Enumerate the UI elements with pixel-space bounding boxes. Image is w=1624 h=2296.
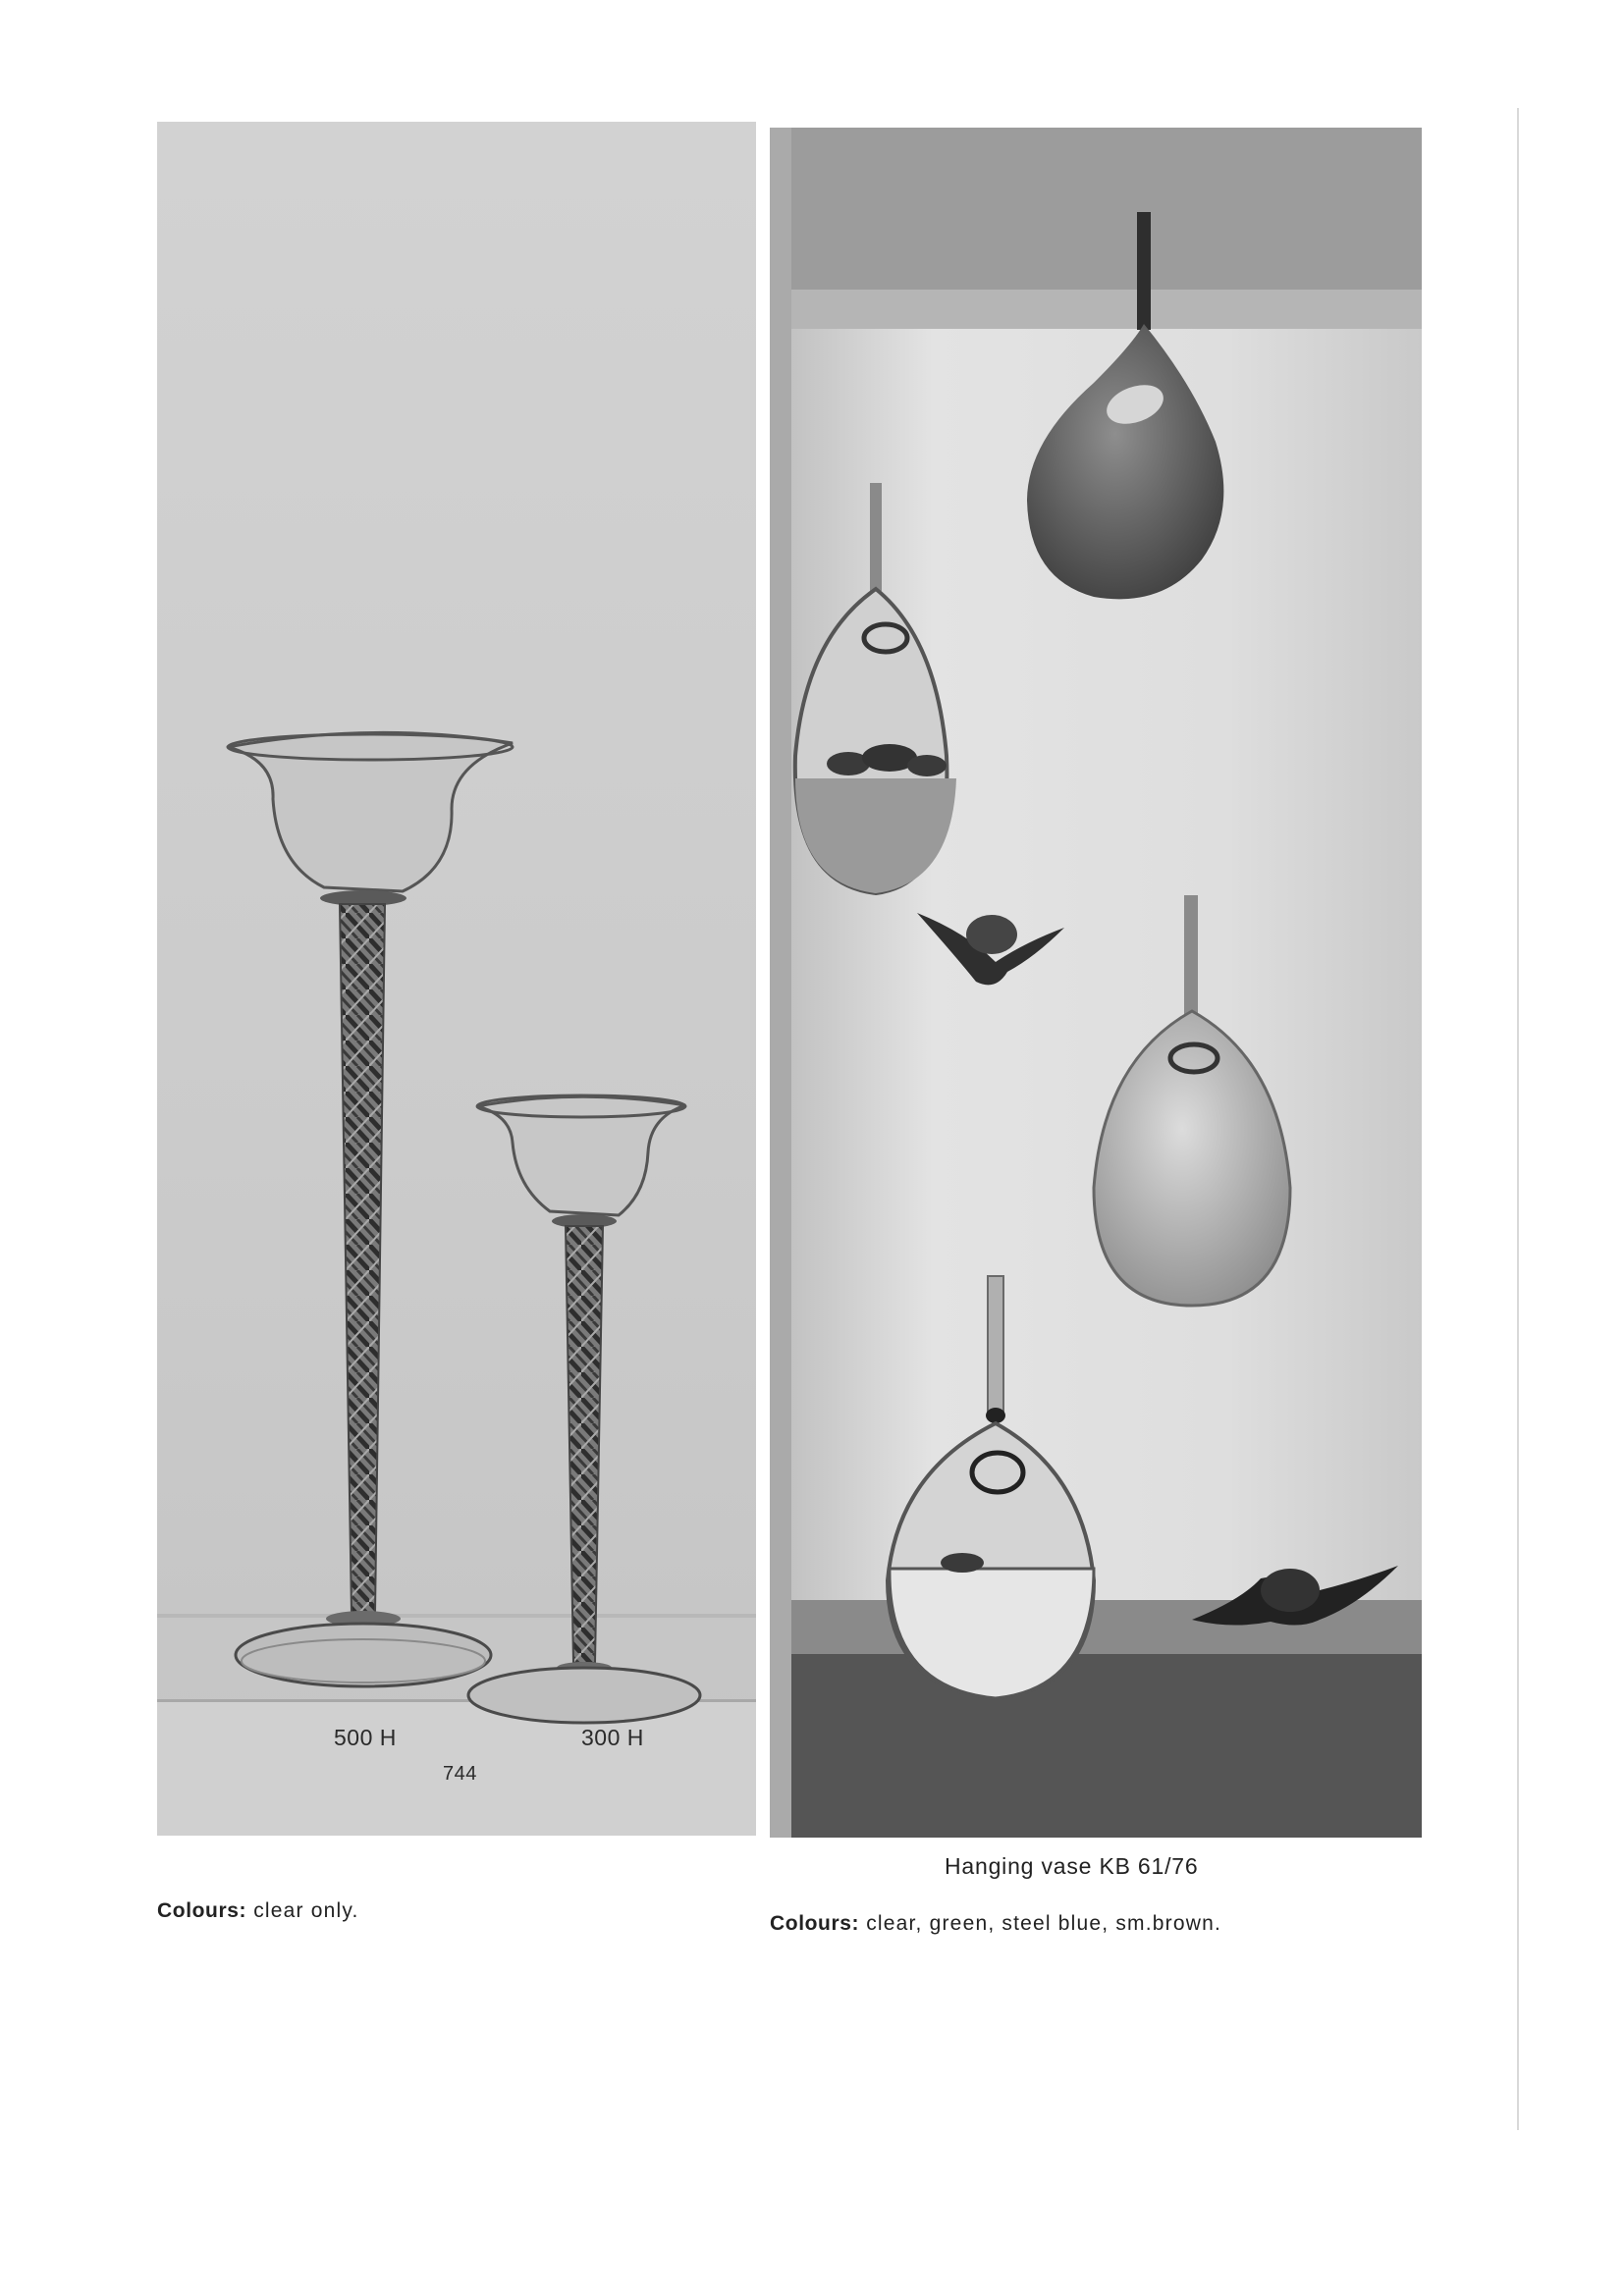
label-500h: 500 H [334, 1725, 397, 1750]
colours-caption-right [770, 1912, 1221, 1936]
photo-caption-hanging-vase: Hanging vase KB 61/76 [945, 1853, 1199, 1879]
photo-air-twist-glasses [157, 122, 756, 1836]
colours-value: clear, green, steel blue, sm.brown. [866, 1912, 1222, 1935]
colours-caption-left [157, 1899, 359, 1923]
colours-label: Colours: [157, 1899, 247, 1922]
label-744: 744 [443, 1763, 477, 1785]
colours-label: Colours: [770, 1912, 860, 1935]
photo-hanging-vases [770, 128, 1422, 1838]
label-300h: 300 H [581, 1725, 644, 1750]
page-margin-line [1517, 108, 1519, 2130]
colours-value: clear only. [253, 1899, 359, 1922]
